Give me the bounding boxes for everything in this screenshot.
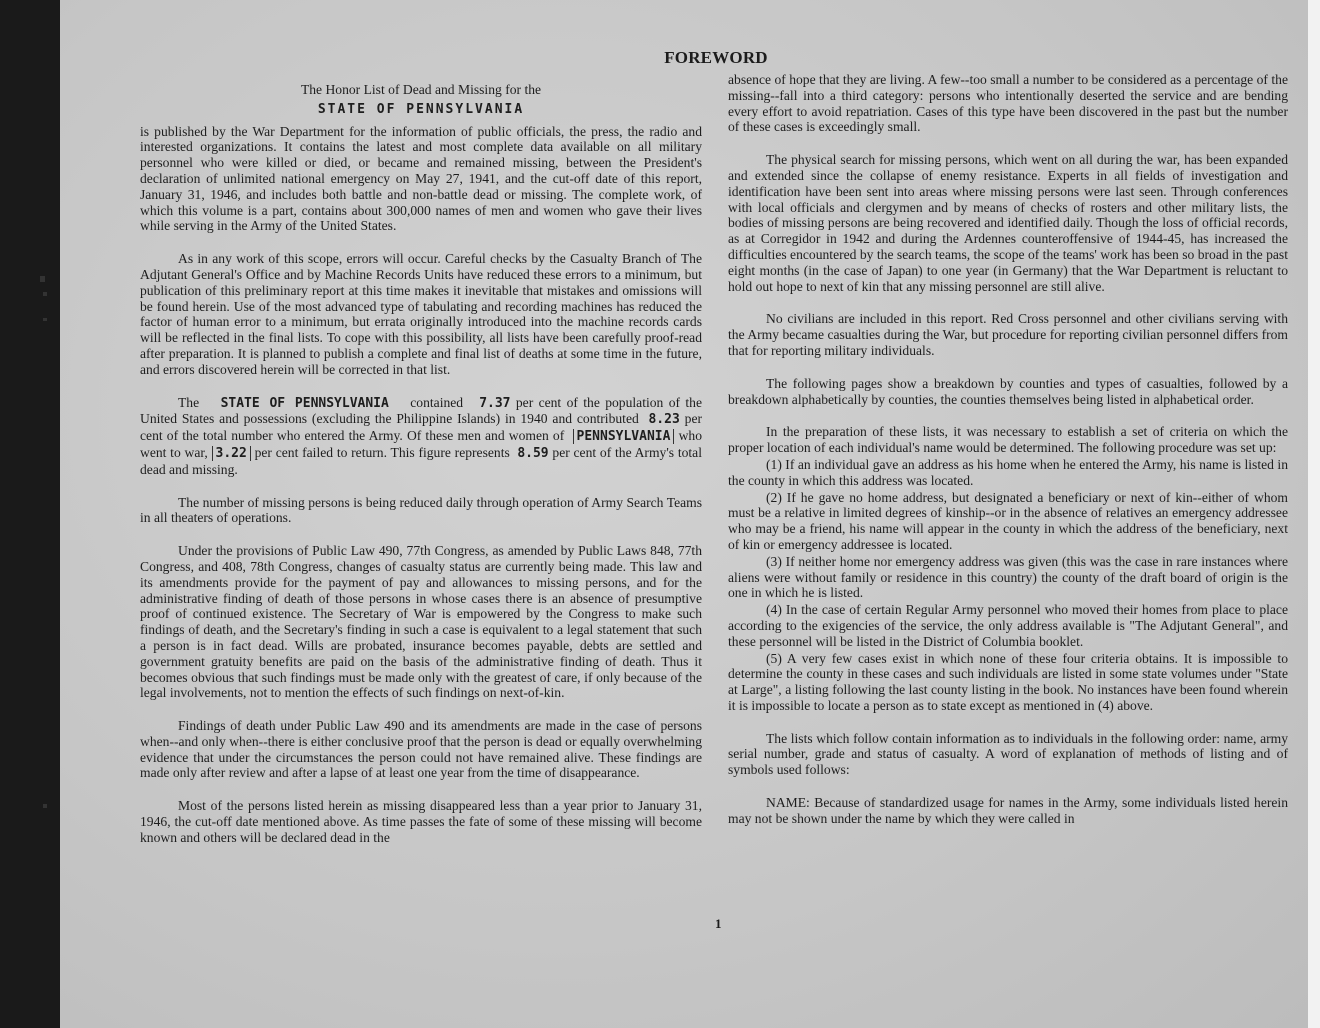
text: The (178, 394, 200, 410)
paragraph: is published by the War Department for the information of public officials, the press, the radio and interested organizations. It contains the latest and most complete data available on all military personnel who were killed or died, or became and remained missing, between the President's declaration of unlimited national emergency on May 27, 1941, and the cut-off date of this report, January 31, 1946, and includes both battle and non-battle dead or missing. The complete work, of which this volume is a part, contains about 300,000 names of men and women who gave their lives while serving in the Army of the United States. (140, 123, 702, 234)
paragraph: NAME: Because of standardized usage for names in the Army, some individuals listed herein may not be shown under the name by which they were called in (728, 795, 1288, 826)
page-edge (1308, 0, 1320, 1028)
army-dead-percent: 8.59 (517, 445, 549, 461)
army-entry-percent: 8.23 (648, 412, 680, 428)
state-fill: STATE OF PENNSYLVANIA (220, 395, 389, 411)
paragraph: As in any work of this scope, errors will occur. Careful checks by the Casualty Branch of The Adjutant General's Office and by Machine Records Units have reduced these errors to a minimum, but publication of this preliminary report at this time makes it inevitable that mistakes and omissions will be found herein. Use of the most advanced type of tabulating and recording machines has reduced the factor of human error to a minimum, but errata originally introduced into the machine records cards will be reflected in the final lists. To cope with this possibility, all lists have been carefully proof-read after preparation. It is planned to publish a complete and final list of deaths at some time in the future, and errors discovered herein will be corrected in that list. (140, 251, 702, 377)
paragraph: The physical search for missing persons, which went on all during the war, has been expanded and extended since the collapse of enemy resistance. Experts in all fields of investigation and identification have been sent into areas where missing persons were last seen. Through conferences with local officials and clergymen and by means of checks of rosters and other military lists, the bodies of missing persons are being recovered and identified daily. Though the loss of official records, as at Corregidor in 1942 and during the Ardennes counteroffensive of 1944-45, has increased the difficulties encountered by the search teams, the scope of the teams' work has been so broad in the past eight months (in the case of Japan) to one year (in Germany) that the War Department is reluctant to hold out hope to next of kin that any missing personnel are still alive. (728, 152, 1288, 294)
paragraph: Findings of death under Public Law 490 and its amendments are made in the case of persons when--and only when--there is either conclusive proof that the person is dead or equally overwhelming evidence that under the circumstances the person could not have remained alive. These findings are made only after review and after a lapse of at least one year from the time of disappearance. (140, 718, 702, 781)
criteria-list (728, 424, 1288, 713)
population-percent: 7.37 (479, 395, 511, 411)
page-number: 1 (715, 916, 722, 931)
scan-mark (43, 804, 47, 808)
scan-mark (40, 276, 45, 282)
scan-mark (43, 292, 47, 296)
left-column (140, 82, 702, 863)
text: per cent of the population of the United States and possessions (excluding the Philippine Islands) in 1940 and contributed (140, 394, 702, 427)
statistics-paragraph (140, 395, 702, 478)
criterion-2: (2) If he gave no home address, but designated a beneficiary or next of kin--either of whom must be a relative in limited degrees of kinship--or in the absence of relatives an emergency addressee who may be a friend, his name will appear in the county in which the address of the beneficiary, next of kin or emergency addressee is located. (728, 489, 1288, 552)
paragraph: Most of the persons listed herein as missing disappeared less than a year prior to January 31, 1946, the cut-off date mentioned above. As time passes the fate of some of these missing will become known and others will be declared dead in the (140, 798, 702, 845)
paragraph: The number of missing persons is being reduced daily through operation of Army Search Teams in all theaters of operations. (140, 494, 702, 526)
text: per cent of the total number who entered the Army. Of these men and women of (140, 411, 702, 444)
text: who went to war, (140, 428, 702, 460)
criterion-3: (3) If neither home nor emergency address was given (this was the case in rare instances where aliens were without family or residence in this country) the county of the draft board of origin is the one in which he is listed. (728, 553, 1288, 601)
paragraph: The lists which follow contain information as to individuals in the following order: name, army serial number, grade and status of casualty. A word of explanation of methods of listing and of symbols used follows: (728, 730, 1288, 778)
text: per cent of the Army's total dead and missing. (140, 444, 702, 477)
paragraph: The following pages show a breakdown by counties and types of casualties, followed by a breakdown alphabetically by counties, the counties themselves being listed in alphabetical order. (728, 375, 1288, 407)
paragraph: Under the provisions of Public Law 490, 77th Congress, as amended by Public Laws 848, 77th Congress, and 408, 78th Congress, changes of casualty status are currently being made. This law and its amendments provide for the payment of pay and allowances to missing persons, and for the administrative finding of death of those persons in whose cases there is an absence of presumptive proof of continued existence. The Secretary of War is empowered by the Congress to make such findings of death, and the Secretary's finding in such a case is equivalent to a legal statement that such a person is in fact dead. Wills are probated, insurance becomes payable, debts are settled and government gratuity benefits are paid on the basis of the administrative finding of death. Thus it becomes obvious that such findings must be made only with the greatest of care, if only because of the legal involvements, not to mention the effects of such findings on next-of-kin. (140, 543, 702, 701)
criterion-1: (1) If an individual gave an address as his home when he entered the Army, his name is listed in the county in which this address was located. (728, 456, 1288, 488)
honor-list-title: The Honor List of Dead and Missing for the (300, 82, 542, 97)
paragraph: In the preparation of these lists, it was necessary to establish a set of criteria on which the proper location of each individual's name would be determined. The following procedure was set up: (728, 424, 1288, 456)
state-name: STATE OF PENNSYLVANIA (317, 101, 525, 117)
scan-mark (43, 318, 47, 321)
failed-return-percent: 3.22 (212, 446, 251, 461)
state-fill: PENNSYLVANIA (573, 429, 675, 444)
right-column (728, 72, 1288, 844)
page-heading: FOREWORD (664, 48, 768, 67)
criterion-5: (5) A very few cases exist in which none of these four criteria obtains. It is impossible to determine the county in these cases and such individuals are listed in some state volumes under "State at Large", a listing following the last county listing in the book. No instances have been found wherein it is impossible to locate a person as to state except as mentioned in (4) above. (728, 650, 1288, 713)
text: per cent failed to return. This figure represents (254, 444, 510, 460)
criterion-4: (4) In the case of certain Regular Army personnel who moved their homes from place to place according to the exigencies of the service, the only address available is "The Adjutant General", and these personnel will be listed in the District of Columbia booklet. (728, 602, 1288, 649)
paragraph: No civilians are included in this report. Red Cross personnel and other civilians serving with the Army became casualties during the War, but procedure for reporting civilian personnel differs from that for reporting military individuals. (728, 311, 1288, 358)
text: contained (410, 394, 464, 410)
paragraph: absence of hope that they are living. A few--too small a number to be considered as a percentage of the missing--fall into a third category: persons who intentionally deserted the service and are bending every effort to avoid repatriation. Cases of this type have been discovered in the past but the number of these cases is exceedingly small. (728, 72, 1288, 135)
